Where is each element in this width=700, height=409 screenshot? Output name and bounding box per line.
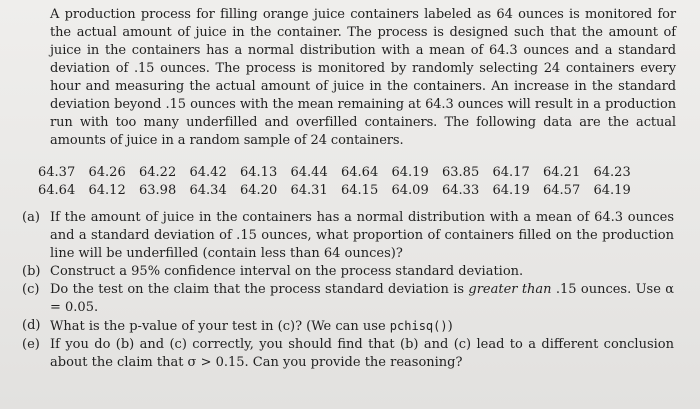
data-value: 64.19 <box>391 165 429 180</box>
question-d-text-part1: What is the p-value of your test in (c)? (We can use <box>50 319 390 334</box>
sample-data-table <box>38 164 644 200</box>
data-value: 64.64 <box>341 165 379 180</box>
question-d-text-part2: ) <box>447 319 453 334</box>
data-value: 64.22 <box>139 165 177 180</box>
data-value: 64.42 <box>189 165 227 180</box>
data-value: 64.31 <box>290 183 328 198</box>
question-e-text: If you do (b) and (c) correctly, you should find that (b) and (c) lead to a different conclusion about the claim that σ > 0.15. Can you provide the reasoning? <box>50 337 674 370</box>
data-value: 64.37 <box>38 165 76 180</box>
question-list <box>22 209 674 372</box>
question-c-emphasis: greater than <box>468 282 552 297</box>
problem-statement: A production process for filling orange juice containers labeled as 64 ounces is monitored for the actual amount of juice in the container. The process is designed such that the amount of juice in the containers has a normal distribution with a mean of 64.3 ounces and a standard deviation of .15 ounces. The process is monitored by randomly selecting 24 containers every hour and measuring the actual amount of juice in the containers. An increase in the standard deviation beyond .15 ounces with the mean remaining at 64.3 ounces will result in a production run with too many underfilled and overfilled containers. The following data are the actual amounts of juice in a random sample of 24 containers. <box>50 7 676 148</box>
data-value: 64.15 <box>341 183 379 198</box>
data-value: 64.23 <box>593 165 631 180</box>
data-value: 64.44 <box>290 165 328 180</box>
data-value: 63.98 <box>139 183 177 198</box>
data-value: 64.20 <box>240 183 278 198</box>
question-b <box>22 263 674 281</box>
question-a-text: If the amount of juice in the containers has a normal distribution with a mean of 64.3 ounces and a standard deviation of .15 ounces, what proportion of containers filled on the production line will be underfilled (contain less than 64 ounces)? <box>50 210 674 261</box>
question-d-code: pchisq() <box>389 319 448 333</box>
question-d-label: (d) <box>22 318 41 333</box>
data-value: 64.19 <box>593 183 631 198</box>
question-e <box>22 336 674 372</box>
question-b-label: (b) <box>22 264 41 279</box>
data-value: 64.64 <box>38 183 76 198</box>
data-value: 63.85 <box>442 165 480 180</box>
question-c-text <box>50 281 674 317</box>
question-c-label: (c) <box>22 282 40 297</box>
data-value: 64.12 <box>88 183 126 198</box>
data-value: 64.21 <box>543 165 581 180</box>
data-value: 64.17 <box>492 165 530 180</box>
question-d-text <box>50 317 674 336</box>
question-c <box>22 281 674 317</box>
question-d <box>22 317 674 336</box>
data-value: 64.13 <box>240 165 278 180</box>
question-e-label: (e) <box>22 337 40 352</box>
data-value: 64.57 <box>543 183 581 198</box>
question-c-text-part2: .15 ounces. Use α = 0.05. <box>50 282 675 315</box>
data-value: 64.09 <box>391 183 429 198</box>
data-value: 64.33 <box>442 183 480 198</box>
question-a <box>22 209 674 263</box>
question-a-label: (a) <box>22 210 40 225</box>
data-value: 64.34 <box>189 183 227 198</box>
data-value: 64.19 <box>492 183 530 198</box>
data-row <box>38 182 644 200</box>
data-value: 64.26 <box>88 165 126 180</box>
question-c-text-part1: Do the test on the claim that the process standard deviation is <box>50 282 469 297</box>
question-b-text: Construct a 95% confidence interval on the process standard deviation. <box>50 264 524 279</box>
data-row <box>38 164 644 182</box>
